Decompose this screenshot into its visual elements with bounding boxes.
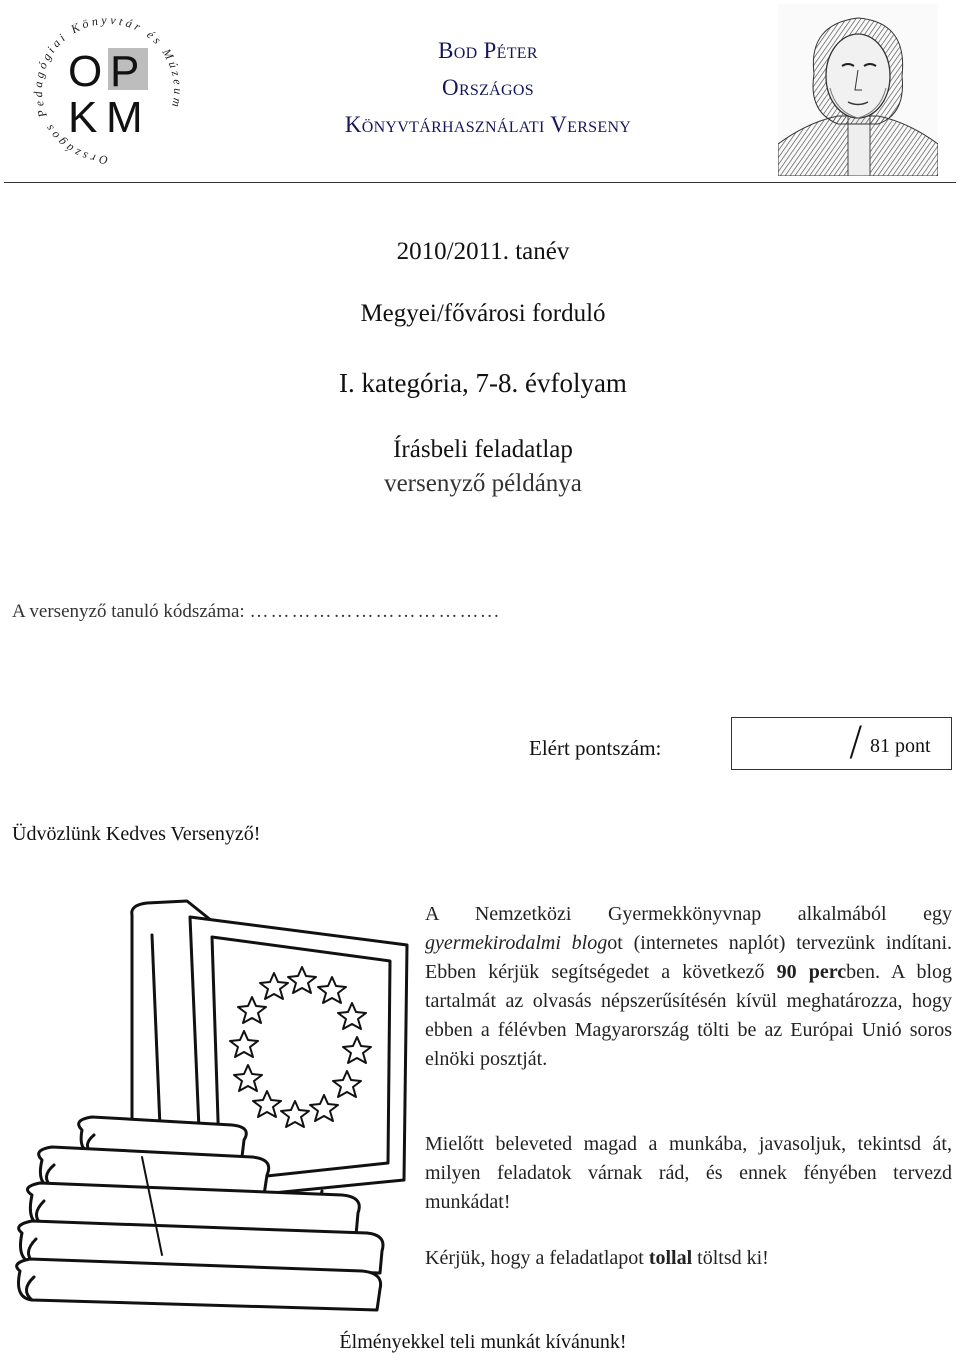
intro-text-1: A Nemzetközi Gyermekkönyvnap alkalmából egy [425, 903, 952, 925]
intro-text-3: ben. A blog tartalmát az olvasás népszerűsítésén kívül meghatározza, hogy ebben a félévben Magyarország tölti be az Európai Unió soros elnöki posztját. [425, 961, 952, 1070]
pen-paragraph [425, 1244, 952, 1273]
intro-text-2: ot (internetes naplót) tervezünk indítani. Ebben kérjük segítségedet a következő [425, 932, 952, 983]
svg-text:Országos Pedagógiai Könyvtár é: Országos Pedagógiai Könyvtár és Múzeum [30, 12, 186, 168]
closing-wish: Élményekkel teli munkát kívánunk! [339, 1331, 627, 1353]
computer-books-icon [12, 895, 412, 1320]
svg-text:K: K [68, 93, 98, 142]
svg-text:M: M [106, 93, 143, 142]
header-divider [4, 182, 956, 183]
pen-text-1: Kérjük, hogy a feladatlapot [425, 1247, 649, 1269]
pen-text-bold: tollal [648, 1247, 693, 1269]
school-year: 2010/2011. tanév [396, 238, 570, 265]
pen-text-2: töltsd ki! [692, 1247, 769, 1269]
student-code-line [12, 601, 501, 623]
portrait-icon [778, 4, 938, 176]
opkm-logo [22, 4, 194, 176]
intro-paragraph [425, 900, 952, 1074]
svg-text:O: O [68, 47, 103, 96]
competition-title [238, 32, 738, 143]
greeting: Üdvözlünk Kedves Versenyző! [12, 823, 261, 845]
score-label: Elért pontszám: [529, 736, 662, 760]
title-line-2: Országos [442, 75, 534, 100]
student-code-label: A versenyző tanuló kódszáma: [12, 601, 245, 622]
intro-text-italic: gyermekirodalmi blog [425, 932, 608, 954]
title-line-3: Könyvtárhasználati Verseny [344, 112, 632, 137]
competition-round: Megyei/fővárosi forduló [360, 300, 606, 327]
copy-type: versenyző példánya [384, 470, 582, 497]
intro-text-bold: 90 perc [776, 961, 847, 983]
score-box[interactable] [731, 717, 952, 770]
category: I. kategória, 7-8. évfolyam [339, 368, 627, 398]
score-slash: / [849, 719, 863, 765]
advice-paragraph: Mielőtt beleveted magad a munkába, javasoljuk, tekintsd át, milyen feladatok várnak rád, és ennek fényében tervezd munkádat! [425, 1133, 952, 1213]
student-code-field[interactable]: ……………………………... [249, 601, 501, 622]
title-line-1: Bod Péter [438, 38, 538, 63]
score-max: 81 pont [870, 735, 931, 757]
svg-text:P: P [110, 47, 140, 96]
sheet-type: Írásbeli feladatlap [393, 436, 573, 463]
